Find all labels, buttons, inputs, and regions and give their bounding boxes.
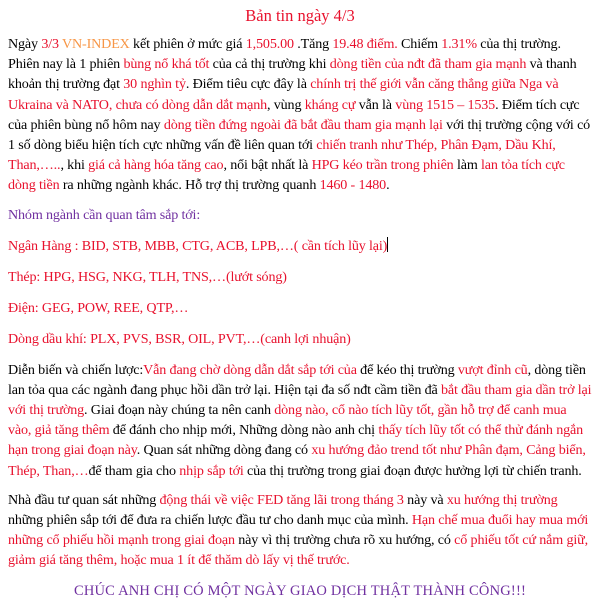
p1-segment: 1.31% [441,36,477,52]
p1-segment: và thanh khoản thị trường đạt [8,56,577,93]
p1-segment: . Điểm tiêu cực đây là [185,76,311,93]
p3-segment: này vì thị trường chưa rõ xu hướng, có [234,532,455,549]
p1-segment: kháng cự [304,96,356,113]
sector-oil-gas: Dòng dầu khí: PLX, PVS, BSR, OIL, PVT,…(canh lợi nhuận) [8,330,351,347]
p2-segment: để tham gia cho [88,462,180,479]
p1-segment: , nổi bật nhất là [223,157,312,174]
p3-segment: này và [403,491,447,508]
p1-segment: lan tỏa tích cực dòng tiền [8,157,565,194]
p2-segment: xu hướng đảo trend tốt như Phân đạm, Cảng biển, Thép, Than,… [8,442,586,479]
p1-segment: HPG kéo trần trong phiên [311,157,454,174]
p1-segment: .Tăng [293,36,333,52]
p1-segment: 3/3 [41,36,59,52]
p1-segment: 30 nghìn tỷ [123,76,186,93]
sector-power: Điện: GEG, POW, REE, QTP,… [8,299,189,316]
p2-segment: của thị trường trong giai đoạn được hưởng lợi từ chiến tranh. [243,462,582,479]
p3-segment: Nhà đầu tư quan sát những [8,491,160,508]
p2-segment: . Quan sát những dòng đang có [136,442,312,459]
closing-message: CHÚC ANH CHỊ CÓ MỘT NGÀY GIAO DỊCH THẬT THÀNH CÔNG!!! [73,582,527,599]
p2-segment: , dòng tiền lan tỏa qua các ngành đang phục hồi dần trở lại. Hiện tại đa số nđt cầm tiền đã [8,361,586,398]
p1-segment: , khi [60,157,89,174]
p2-segment: bắt đầu tham gia dần trở lại với thị trường [8,381,592,419]
p3-segment: những phiên sắp tới để đưa ra chiến lược đầu tư cho danh mục của mình. [8,512,412,529]
sector-banking-text: Ngân Hàng : BID, STB, MBB, CTG, ACB, LPB,…( cần tích lũy lại) [8,237,388,254]
p1-segment: giá cả hàng hóa tăng cao [88,157,224,174]
p1-segment: kết phiên ở mức giá [129,36,246,52]
p3-segment: Hạn chế mua đuổi hay mua mới những cổ phiếu hồi mạnh trong giai đoạn [8,512,589,549]
p1-segment: Chiếm [397,36,442,52]
p2-segment: vượt đỉnh cũ [457,361,528,378]
sector-banking [8,236,592,256]
p1-segment: VN-INDEX [62,36,130,52]
p2-segment: để kéo thị trường [356,361,458,378]
p1-segment: Ngày [8,36,42,52]
p2-segment: Vẫn đang chờ dòng dẫn dắt sắp tới của [143,361,357,378]
market-summary-paragraph [8,34,592,196]
p1-segment: của cả thị trường khi [209,56,330,73]
p1-segment: vẫn là [355,96,396,113]
p1-segment: chính trị thế giới vẫn căng thẳng giữa Nga và Ukraina và NATO, chưa có dòng dẫn dắt mạnh [8,76,559,113]
sector-steel: Thép: HPG, HSG, NKG, TLH, TNS,…(lướt sóng) [8,268,287,285]
p1-segment: 1,505.00 [245,36,294,52]
p1-segment: ra những ngành khác. Hỗ trợ thị trường quanh [59,177,320,194]
p1-segment: . [386,177,390,194]
p2-segment: để đánh cho nhịp mới, Những dòng nào anh chị [109,422,379,439]
p1-segment: dòng tiền của nđt đã tham gia mạnh [329,56,527,73]
p3-segment: động thái về việc FED tăng lãi trong tháng 3 [159,491,404,508]
p3-segment: cổ phiếu tốt cứ nắm giữ, giảm giá tăng thêm, hoặc mua 1 ít để thăm dò lấy vị thế trước. [8,532,588,569]
p1-segment: 19.48 điểm. [332,36,398,52]
p3-segment: xu hướng thị trường [446,491,558,508]
p1-segment: với thị trường cộng với có 1 số dòng biểu hiện tích cực những vấn đề liên quan tới [8,116,591,154]
p2-segment: thấy tích lũy tốt có thể thử đánh ngắn hạn trong giai đoạn này [8,422,584,459]
p1-segment: chiến tranh như Thép, Phân Đạm, Dầu Khí, Than,….. [8,137,556,174]
p2-segment: nhịp sắp tới [179,462,244,479]
advice-paragraph [8,490,592,571]
p2-segment: dòng nào, cổ nào tích lũy tốt, gần hỗ trợ để canh mua vào, giả tăng thêm [8,402,567,439]
strategy-paragraph [8,360,592,481]
p1-segment: vùng 1515 – 1535 [395,96,496,113]
p1-segment: dòng tiền đứng ngoài đã bắt đầu tham gia mạnh lại [163,116,443,133]
p2-segment: . Giai đoạn này chúng ta nên canh [84,402,275,419]
p1-segment: làm [453,157,482,174]
p1-segment: của thị trường. Phiên nay là 1 phiên [8,36,561,73]
text-cursor [387,237,388,252]
p2-segment: Diễn biến và chiến lược: [8,361,144,378]
p1-segment: . Điểm tích cực của phiên bùng nổ hôm nay [8,96,580,133]
sectors-heading: Nhóm ngành cần quan tâm sắp tới: [8,206,201,223]
p1-segment: 1460 - 1480 [319,177,387,194]
p1-segment: , vùng [267,96,305,113]
page-title: Bản tin ngày 4/3 [245,6,355,25]
p1-segment: bùng nổ khá tốt [123,56,210,73]
